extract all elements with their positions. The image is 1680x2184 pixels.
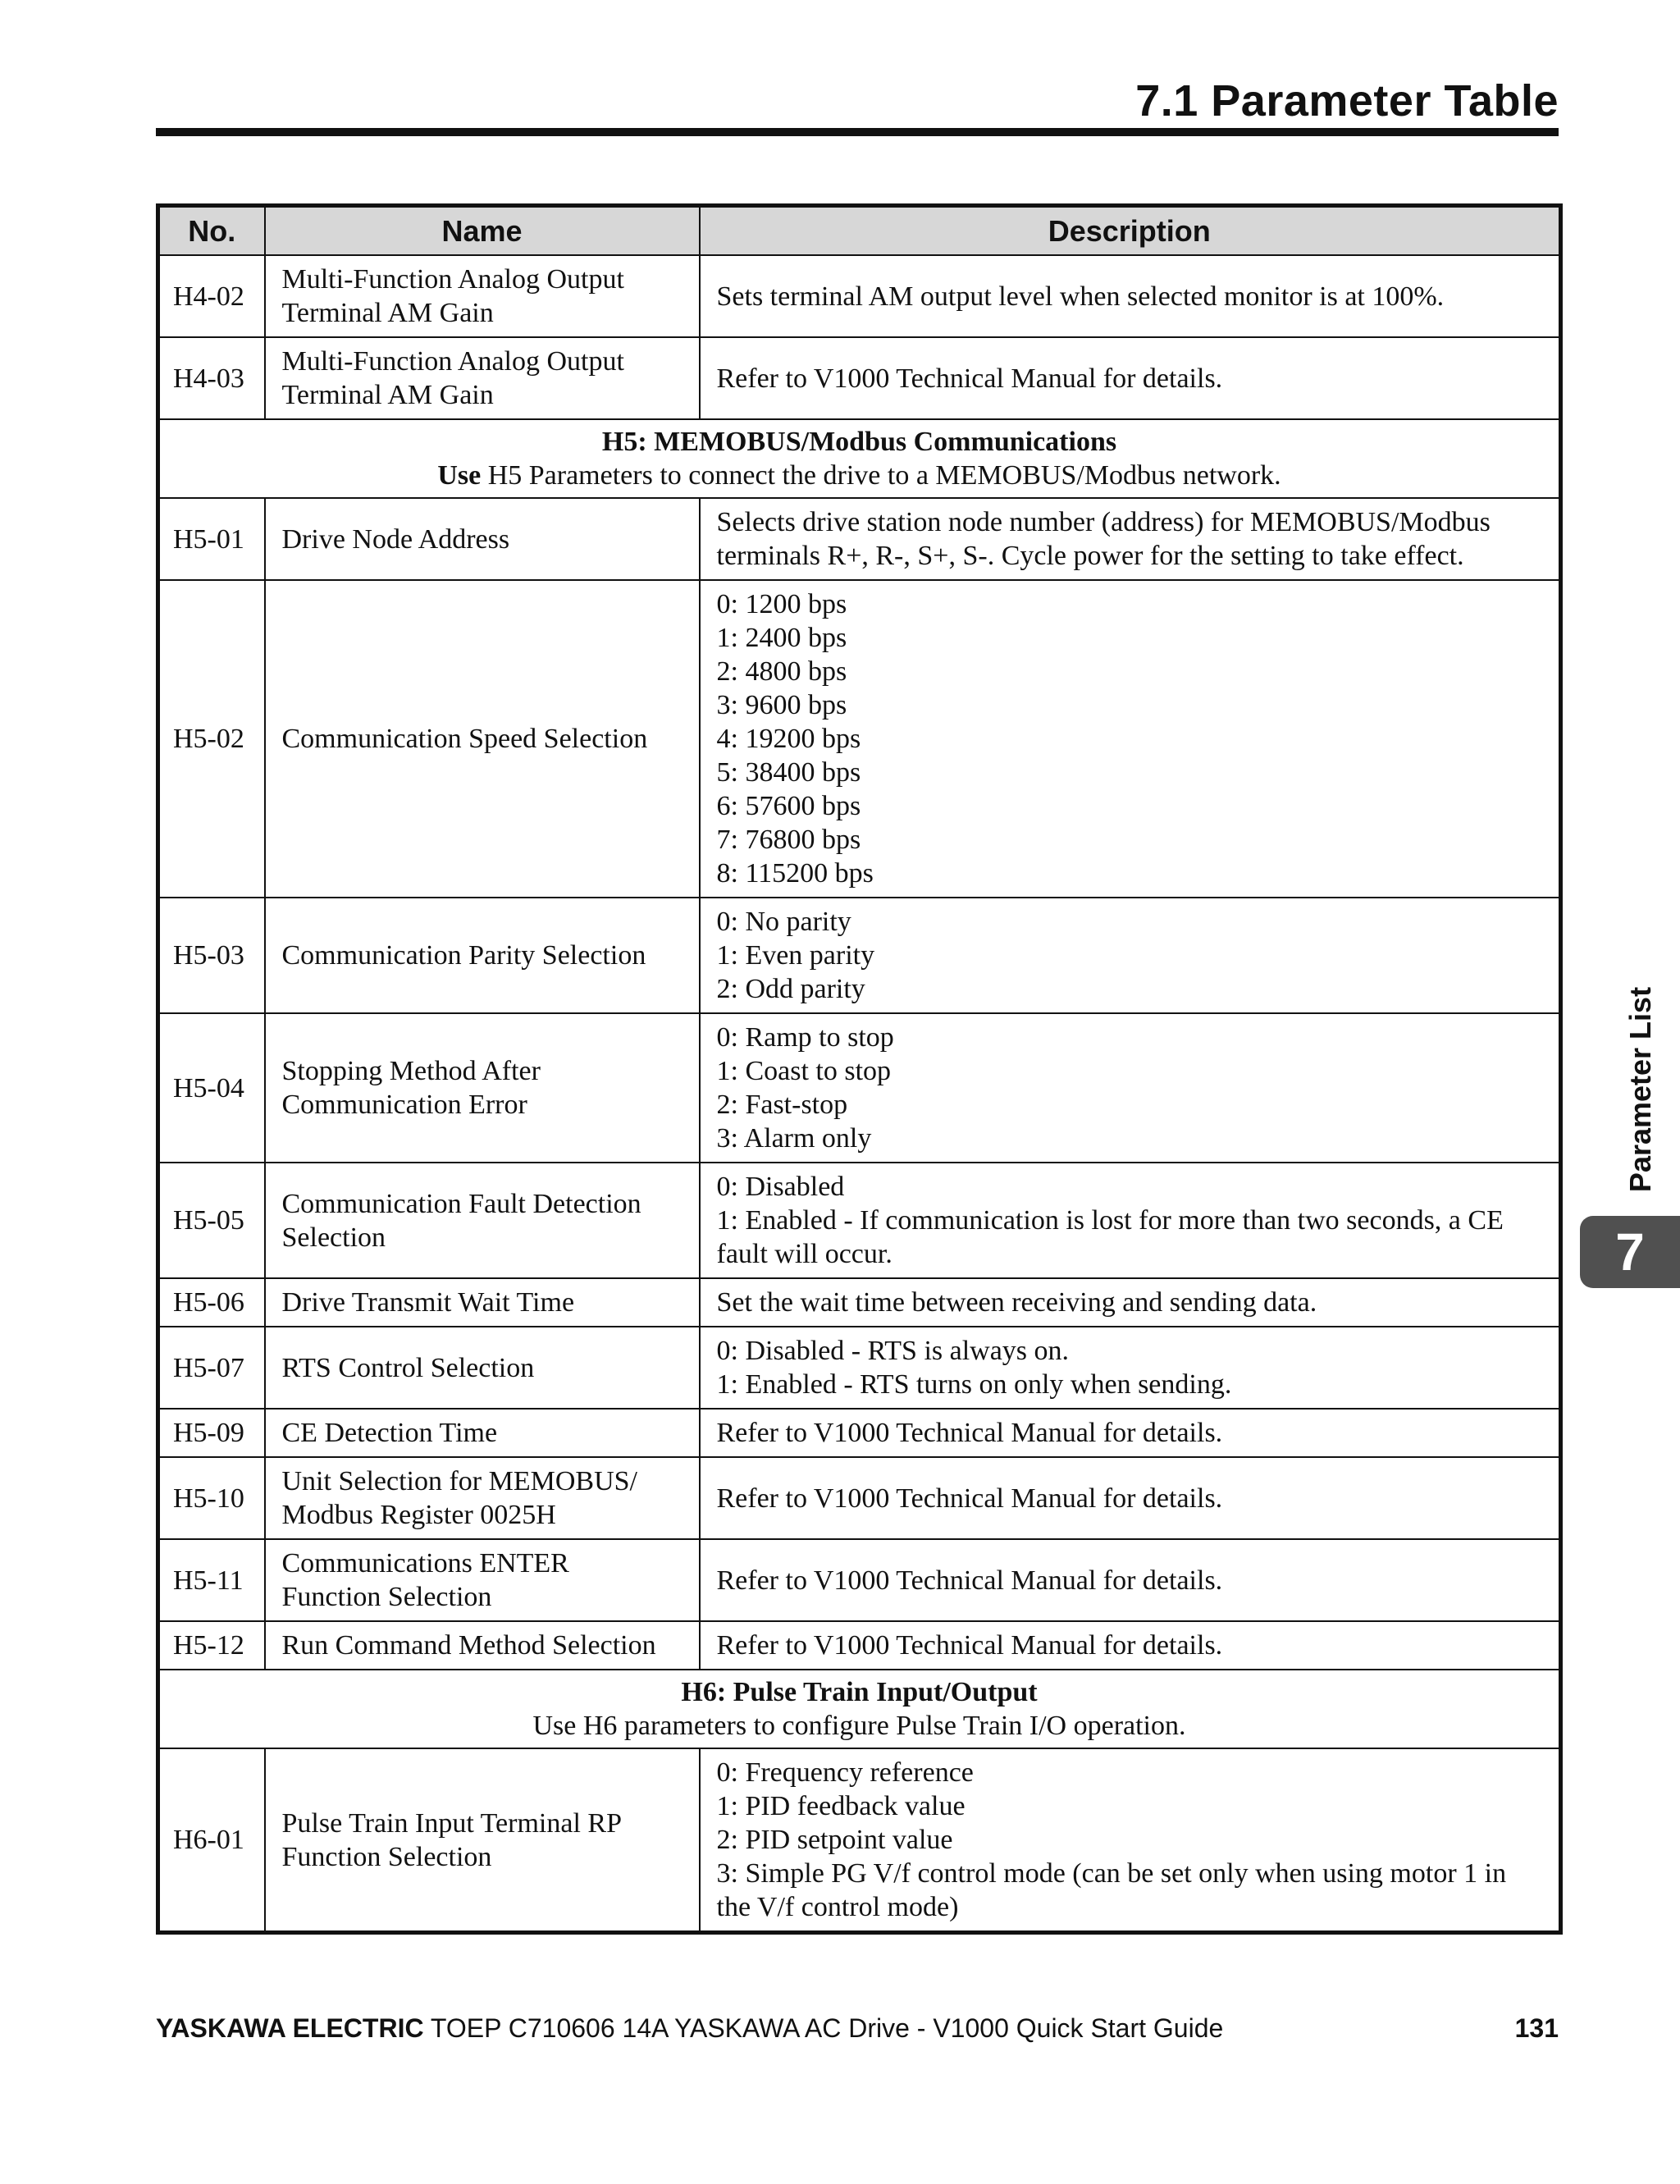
param-description-cell [700,1163,1561,1278]
param-name-line: Function Selection [281,1841,492,1872]
param-description-line: 1: Even parity [716,940,875,971]
param-name-line: Drive Transmit Wait Time [281,1287,575,1318]
param-number-cell: H4-03 [158,337,265,419]
param-description-line: 2: Fast-stop [716,1090,848,1120]
table-row [158,1409,1561,1457]
table-row [158,1327,1561,1409]
param-description-line: 0: Ramp to stop [716,1022,894,1053]
page-number: 131 [1514,2013,1559,2043]
param-description-line: 1: Enabled - RTS turns on only when sending. [716,1369,1232,1400]
param-description-cell [700,580,1561,898]
param-description-line: 1: PID feedback value [716,1791,966,1821]
param-description-line: 3: Alarm only [716,1123,872,1154]
param-description-line: 3: Simple PG V/f control mode (can be set only when using motor 1 in [716,1858,1507,1889]
param-name-cell [265,1457,700,1539]
group-note-lead: Use [437,460,482,491]
param-name-cell [265,255,700,337]
table-header-row [158,206,1561,256]
table-row [158,898,1561,1013]
table-body [158,255,1561,1933]
param-name-line: Selection [281,1222,386,1253]
param-description-cell [700,1539,1561,1621]
param-name-cell [265,1327,700,1409]
footer-brand: YASKAWA ELECTRIC [156,2013,424,2043]
param-description-cell [700,898,1561,1013]
param-name-line: Pulse Train Input Terminal RP [281,1807,622,1839]
group-note [171,459,1547,492]
param-name-line: Modbus Register 0025H [281,1500,556,1530]
title-rule [156,128,1559,136]
param-description-line: Refer to V1000 Technical Manual for details. [716,1418,1223,1448]
chapter-tab: 7 [1580,1216,1680,1288]
section-title: 7.1 Parameter Table [1135,76,1559,126]
param-name-line: Function Selection [281,1582,492,1612]
group-header-row [158,1670,1561,1748]
param-description-line: Refer to V1000 Technical Manual for details. [716,1565,1223,1596]
param-name-line: Drive Node Address [281,523,510,555]
param-name-line: Terminal AM Gain [281,380,494,410]
param-name-line: Unit Selection for MEMOBUS/ [281,1466,637,1496]
param-number-cell: H5-02 [158,580,265,898]
param-description-line: the V/f control mode) [716,1892,959,1922]
param-name-line: Run Command Method Selection [281,1630,656,1661]
param-description-cell [700,1327,1561,1409]
param-description-cell [700,1621,1561,1670]
group-title: H5: MEMOBUS/Modbus Communications [601,427,1117,457]
param-name-cell [265,1621,700,1670]
param-description-line: 2: Odd parity [716,974,865,1004]
param-name-line: Stopping Method After [281,1056,541,1086]
param-name-cell [265,1163,700,1278]
param-name-cell [265,580,700,898]
param-description-line: Set the wait time between receiving and sending data. [716,1287,1317,1318]
param-name-line: Multi-Function Analog Output [281,346,624,377]
param-description-cell [700,1748,1561,1933]
param-description-line: 3: 9600 bps [716,690,847,720]
param-name-cell [265,498,700,580]
param-name-line: RTS Control Selection [281,1352,535,1383]
footer-document-title: TOEP C710606 14A YASKAWA AC Drive - V1000 Quick Start Guide [423,2013,1224,2043]
side-section-label-text: Parameter List [1623,986,1657,1192]
param-name-line: Terminal AM Gain [281,298,494,328]
param-description-line: fault will occur. [716,1239,892,1269]
param-name-cell [265,1013,700,1163]
param-name-line: Communication Fault Detection [281,1188,641,1219]
param-description-cell [700,498,1561,580]
param-name-line: CE Detection Time [281,1418,498,1448]
param-name-line: Communication Speed Selection [281,724,648,754]
column-header-description: Description [700,206,1561,256]
param-description-line: 5: 38400 bps [716,757,861,788]
param-description-line: 8: 115200 bps [716,858,874,889]
param-number-cell: H5-10 [158,1457,265,1539]
param-name-cell [265,898,700,1013]
param-name-cell [265,337,700,419]
group-title: H6: Pulse Train Input/Output [681,1677,1038,1707]
param-description-line: Refer to V1000 Technical Manual for details. [716,1630,1223,1661]
table-row [158,1539,1561,1621]
param-description-line: Refer to V1000 Technical Manual for details. [716,363,1223,394]
param-description-line: 1: Coast to stop [716,1056,892,1086]
param-number-cell: H5-12 [158,1621,265,1670]
param-name-cell [265,1748,700,1933]
param-name-cell [265,1278,700,1327]
param-description-line: 0: No parity [716,907,851,937]
param-description-line: Refer to V1000 Technical Manual for details. [716,1483,1223,1514]
group-header-row [158,419,1561,498]
param-description-line: 6: 57600 bps [716,791,861,821]
param-number-cell: H5-01 [158,498,265,580]
param-description-line: 0: 1200 bps [716,589,847,619]
param-number-cell: H5-05 [158,1163,265,1278]
table-row [158,1163,1561,1278]
param-name-cell [265,1409,700,1457]
param-description-line: 4: 19200 bps [716,724,861,754]
parameter-table [156,203,1563,1935]
param-number-cell: H4-02 [158,255,265,337]
side-section-label [1606,986,1675,1192]
group-note [171,1709,1547,1743]
table-row [158,1278,1561,1327]
param-description-line: 2: 4800 bps [716,656,847,687]
param-description-line: 0: Disabled [716,1172,845,1202]
param-number-cell: H5-09 [158,1409,265,1457]
param-description-line: 1: 2400 bps [716,623,847,653]
param-number-cell: H6-01 [158,1748,265,1933]
param-description-line: 0: Frequency reference [716,1757,974,1788]
param-description-line: Selects drive station node number (address) for MEMOBUS/Modbus [716,507,1491,537]
param-description-cell [700,1278,1561,1327]
table-row [158,337,1561,419]
param-description-line: 7: 76800 bps [716,825,861,855]
param-description-cell [700,1457,1561,1539]
table-row [158,1013,1561,1163]
group-note-text: Use H6 parameters to configure Pulse Train I/O operation. [532,1711,1186,1741]
param-description-line: 0: Disabled - RTS is always on. [716,1336,1070,1366]
group-header-cell [158,419,1561,498]
param-description-line: 1: Enabled - If communication is lost for more than two seconds, a CE [716,1205,1504,1236]
table-row [158,1748,1561,1933]
param-name-line: Multi-Function Analog Output [281,264,624,295]
column-header-name: Name [265,206,700,256]
param-name-line: Communications ENTER [281,1548,569,1579]
table-row [158,1457,1561,1539]
param-description-line: Sets terminal AM output level when selected monitor is at 100%. [716,281,1445,312]
param-description-line: 2: PID setpoint value [716,1825,953,1855]
page-footer [156,2013,1559,2044]
param-name-line: Communication Parity Selection [281,940,646,971]
group-note-text: H5 Parameters to connect the drive to a MEMOBUS/Modbus network. [481,460,1281,491]
param-description-cell [700,337,1561,419]
param-description-cell [700,255,1561,337]
param-number-cell: H5-11 [158,1539,265,1621]
param-name-line: Communication Error [281,1090,527,1120]
table-row [158,1621,1561,1670]
param-number-cell: H5-04 [158,1013,265,1163]
column-header-no: No. [158,206,265,256]
table-row [158,498,1561,580]
param-name-cell [265,1539,700,1621]
table-row [158,255,1561,337]
param-description-cell [700,1013,1561,1163]
param-number-cell: H5-03 [158,898,265,1013]
param-description-cell [700,1409,1561,1457]
table-row [158,580,1561,898]
group-header-cell [158,1670,1561,1748]
param-number-cell: H5-07 [158,1327,265,1409]
param-number-cell: H5-06 [158,1278,265,1327]
param-description-line: terminals R+, R-, S+, S-. Cycle power for the setting to take effect. [716,541,1464,571]
